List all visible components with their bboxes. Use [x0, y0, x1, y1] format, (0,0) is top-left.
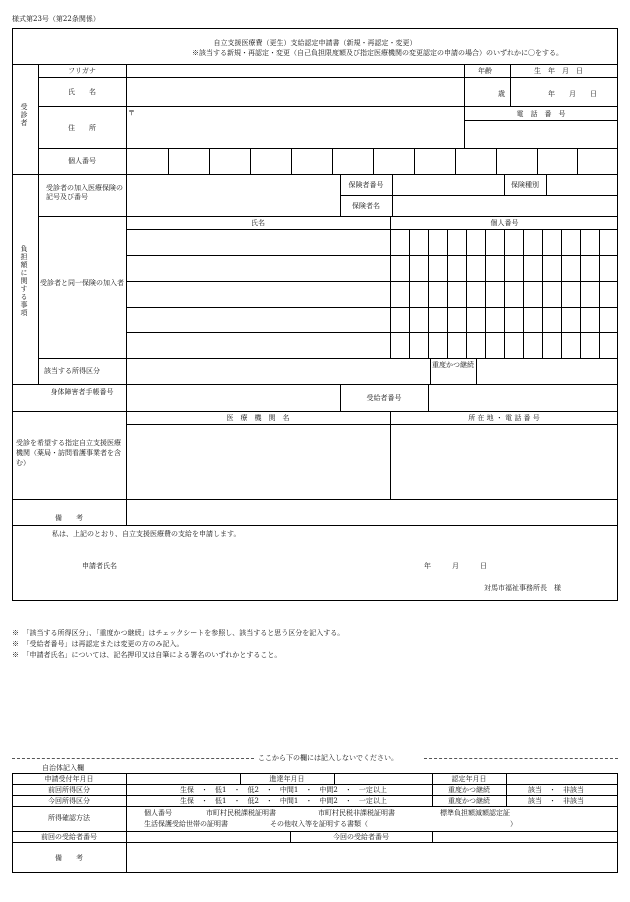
facility-name-header: 医 療 機 関 名	[226, 414, 290, 422]
applicant-input[interactable]	[130, 558, 400, 572]
note-3: ※ 「申請者氏名」については、記名押印又は自筆による署名のいずれかとすること。	[12, 651, 282, 659]
patient-section-label: 受診者	[20, 103, 29, 127]
office-remarks-input[interactable]	[127, 843, 617, 871]
prev-applicable-options[interactable]: 該当 ・ 非該当	[528, 786, 584, 794]
receipt-date-label: 申請受付年月日	[44, 775, 94, 783]
office-title: 自治体記入欄	[42, 764, 84, 772]
age-label: 年齢	[478, 67, 492, 75]
method-reduction-cert[interactable]: 標準負担額減額認定証	[440, 809, 510, 817]
method-other-docs[interactable]: その他収入等を証明する書類（	[270, 820, 368, 828]
insurance-type-label: 保険種別	[511, 181, 539, 189]
facility-addr-input[interactable]	[391, 425, 617, 498]
address-label: 住 所	[68, 124, 96, 132]
remarks-label: 備 考	[55, 514, 83, 522]
insurer-no-label: 保険者番号	[348, 181, 384, 189]
forward-date-label: 進達年月日	[269, 775, 305, 783]
curr-applicable-options[interactable]: 該当 ・ 非該当	[528, 797, 584, 805]
form-title: 自立支援医療費（更生）支給認定申請書（新規・再認定・変更）	[213, 39, 417, 47]
curr-income-options[interactable]: 生保 ・ 低1 ・ 低2 ・ 中間1 ・ 中間2 ・ 一定以上	[180, 797, 387, 805]
id-number-label: 個人番号	[68, 157, 96, 165]
applicant-label: 申請者氏名	[82, 562, 117, 570]
same-insurance-label: 受診者と同一保険の加入者	[40, 279, 124, 287]
prev-income-label: 前回所得区分	[48, 786, 90, 794]
office-remarks-label: 備 考	[55, 854, 83, 862]
disability-label: 身体障害者手帳番号	[50, 388, 114, 396]
income-class-label: 該当する所得区分	[44, 367, 100, 375]
prev-income-options[interactable]: 生保 ・ 低1 ・ 低2 ・ 中間1 ・ 中間2 ・ 一定以上	[180, 786, 387, 794]
curr-income-label: 今回所得区分	[48, 797, 90, 805]
note-1: ※ 「該当する所得区分」、「重度かつ継続」はチェックシートを参照し、該当すると思う区分を記入する。	[12, 629, 345, 637]
method-nontax-cert[interactable]: 市町村民税非課税証明書	[318, 809, 395, 817]
note-2: ※ 「受給者番号」は再認定または変更の方のみ記入。	[12, 640, 184, 648]
insurance-label: 受診者の加入医療保険の記号及び番号	[46, 184, 123, 202]
facility-name-input[interactable]	[127, 425, 389, 498]
form-note: ※該当する新規・再認定・変更（自己負担限度額及び指定医療機関の変更認定の申請の場合）のいずれかに〇をする。	[192, 49, 563, 57]
severe-label: 重度かつ継続	[432, 361, 474, 369]
remarks-input[interactable]	[127, 500, 617, 524]
col-name-header: 氏名	[251, 219, 265, 227]
insurer-name-label: 保険者名	[352, 202, 380, 210]
birth-label: 生 年 月 日	[534, 67, 583, 75]
sai-label: 歳	[498, 90, 505, 98]
form-number: 様式第23号（第22条関係）	[12, 15, 100, 23]
income-class-input[interactable]	[127, 359, 429, 383]
burden-section-label: 負担額に関する事項	[20, 245, 29, 317]
severe-input[interactable]	[477, 359, 617, 383]
confirm-method-label: 所得確認方法	[48, 814, 90, 822]
phone-input[interactable]	[465, 121, 617, 148]
furigana-label: フリガナ	[68, 67, 96, 75]
method-other-close: ）	[510, 820, 517, 828]
postal-mark: 〒	[128, 109, 135, 117]
cut-line-left	[12, 758, 254, 759]
col-id-header: 個人番号	[490, 219, 519, 227]
method-welfare-cert[interactable]: 生活保護受給世帯の証明書	[144, 820, 228, 828]
facility-addr-header: 所 在 地 ・ 電 話 番 号	[468, 414, 540, 422]
recipient-no-label: 受給者番号	[366, 394, 402, 402]
phone-label: 電 話 番 号	[516, 110, 566, 118]
method-tax-cert[interactable]: 市町村民税課税証明書	[206, 809, 276, 817]
name-label: 氏 名	[68, 88, 96, 96]
addressee: 対馬市福祉事務所長 様	[484, 584, 561, 592]
prev-severe-label: 重度かつ継続	[448, 786, 490, 794]
birth-ymd: 年 月 日	[548, 90, 597, 98]
cert-date-label: 認定年月日	[451, 775, 487, 783]
prev-recipient-label: 前回の受給者番号	[41, 833, 97, 841]
recipient-no-input[interactable]	[429, 385, 617, 410]
curr-recipient-label: 今回の受給者番号	[333, 833, 389, 841]
method-id-number[interactable]: 個人番号	[144, 809, 172, 817]
name-input[interactable]	[127, 78, 463, 106]
application-date: 年 月 日	[424, 562, 487, 570]
cut-line-right	[424, 758, 618, 759]
address-input[interactable]	[127, 107, 463, 148]
facility-label: 受診を希望する指定自立支援医療機関（薬局・訪問看護事業者を含む）	[16, 439, 121, 468]
furigana-input[interactable]	[127, 65, 463, 77]
cut-line-text: ここから下の欄には記入しないでください。	[258, 754, 398, 762]
declaration-text: 私は、上記のとおり、自立支援医療費の支給を申請します。	[52, 530, 241, 538]
disability-input[interactable]	[127, 385, 339, 410]
curr-severe-label: 重度かつ継続	[448, 797, 490, 805]
